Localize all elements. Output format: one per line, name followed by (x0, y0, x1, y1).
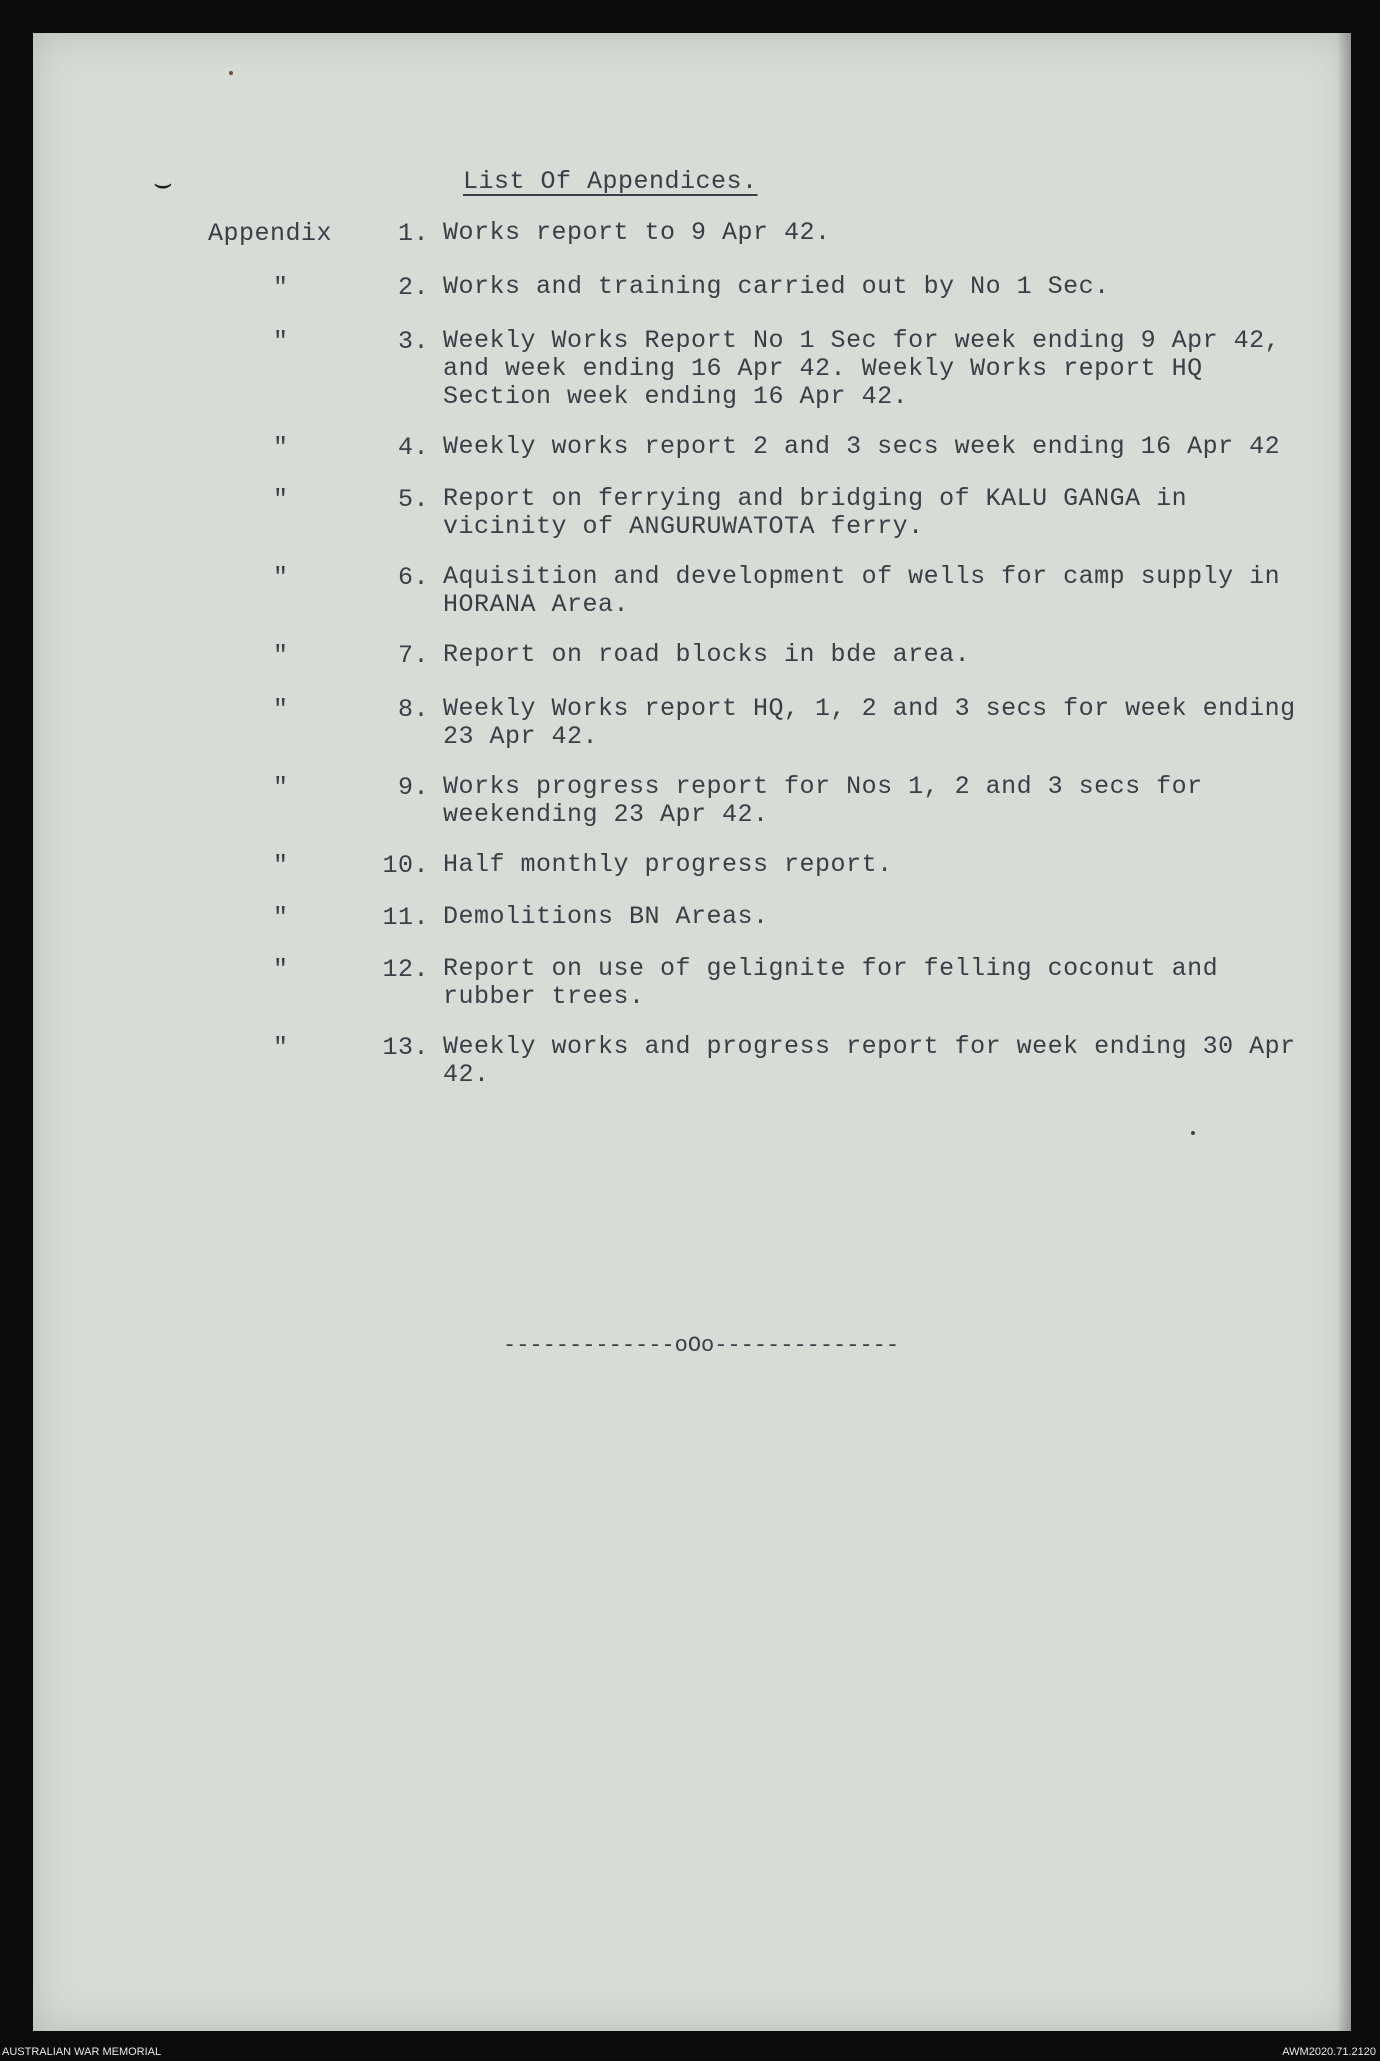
ditto-mark: " (273, 773, 289, 802)
ditto-mark: " (273, 695, 289, 724)
ditto-mark: " (273, 485, 289, 514)
appendix-number: 13. (382, 1033, 429, 1062)
appendix-description: Weekly works report 2 and 3 secs week ending 16 Apr 42 (443, 432, 1281, 461)
appendix-description: Works and training carried out by No 1 Sec. (443, 272, 1110, 301)
appendix-description: Weekly Works Report No 1 Sec for week ending 9 Apr 42, and week ending 16 Apr 42. Weekly Works report HQ Section week ending 16 Apr 42. (443, 326, 1281, 411)
appendix-number: 10. (382, 851, 429, 880)
appendix-number: 12. (382, 955, 429, 984)
ditto-mark: " (273, 851, 289, 880)
appendix-description: Works progress report for Nos 1, 2 and 3 secs for weekending 23 Apr 42. (443, 772, 1203, 829)
appendix-number: 3. (397, 327, 429, 356)
appendix-number: 11. (382, 903, 429, 932)
appendix-description: Demolitions BN Areas. (443, 902, 769, 931)
appendix-number: 2. (397, 273, 429, 302)
appendix-number: 9. (397, 773, 429, 802)
ditto-mark: " (273, 1033, 289, 1062)
archive-reference: AWM2020.71.2120 (1282, 2046, 1376, 2058)
appendix-description: Report on use of gelignite for felling coconut and rubber trees. (443, 954, 1219, 1011)
page-title: List Of Appendices. (463, 167, 758, 196)
pencil-tick-icon: ⌣ (153, 167, 173, 200)
appendix-description: Half monthly progress report. (443, 850, 893, 879)
appendix-label: Appendix (208, 219, 333, 248)
ditto-mark: " (273, 273, 289, 302)
ditto-mark: " (273, 327, 289, 356)
document-page (33, 33, 1351, 2031)
appendix-description: Aquisition and development of wells for camp supply in HORANA Area. (443, 562, 1281, 619)
appendix-description: Report on road blocks in bde area. (443, 640, 971, 669)
archive-credit: AUSTRALIAN WAR MEMORIAL (2, 2046, 162, 2058)
appendix-description: Report on ferrying and bridging of KALU GANGA in vicinity of ANGURUWATOTA ferry. (443, 484, 1188, 541)
appendix-number: 1. (397, 219, 429, 248)
appendix-number: 4. (397, 433, 429, 462)
section-divider: -------------oOo-------------- (503, 1333, 900, 1358)
appendix-number: 7. (397, 641, 429, 670)
ditto-mark: " (273, 955, 289, 984)
ditto-mark: " (273, 903, 289, 932)
appendix-description: Weekly Works report HQ, 1, 2 and 3 secs for week ending 23 Apr 42. (443, 694, 1296, 751)
appendix-description: Weekly works and progress report for week ending 30 Apr 42. (443, 1032, 1296, 1089)
paper-blemish (1191, 1131, 1195, 1135)
appendix-number: 5. (397, 485, 429, 514)
appendix-description: Works report to 9 Apr 42. (443, 218, 831, 247)
paper-blemish (229, 71, 233, 75)
appendix-number: 6. (397, 563, 429, 592)
appendix-number: 8. (397, 695, 429, 724)
ditto-mark: " (273, 433, 289, 462)
ditto-mark: " (273, 641, 289, 670)
ditto-mark: " (273, 563, 289, 592)
